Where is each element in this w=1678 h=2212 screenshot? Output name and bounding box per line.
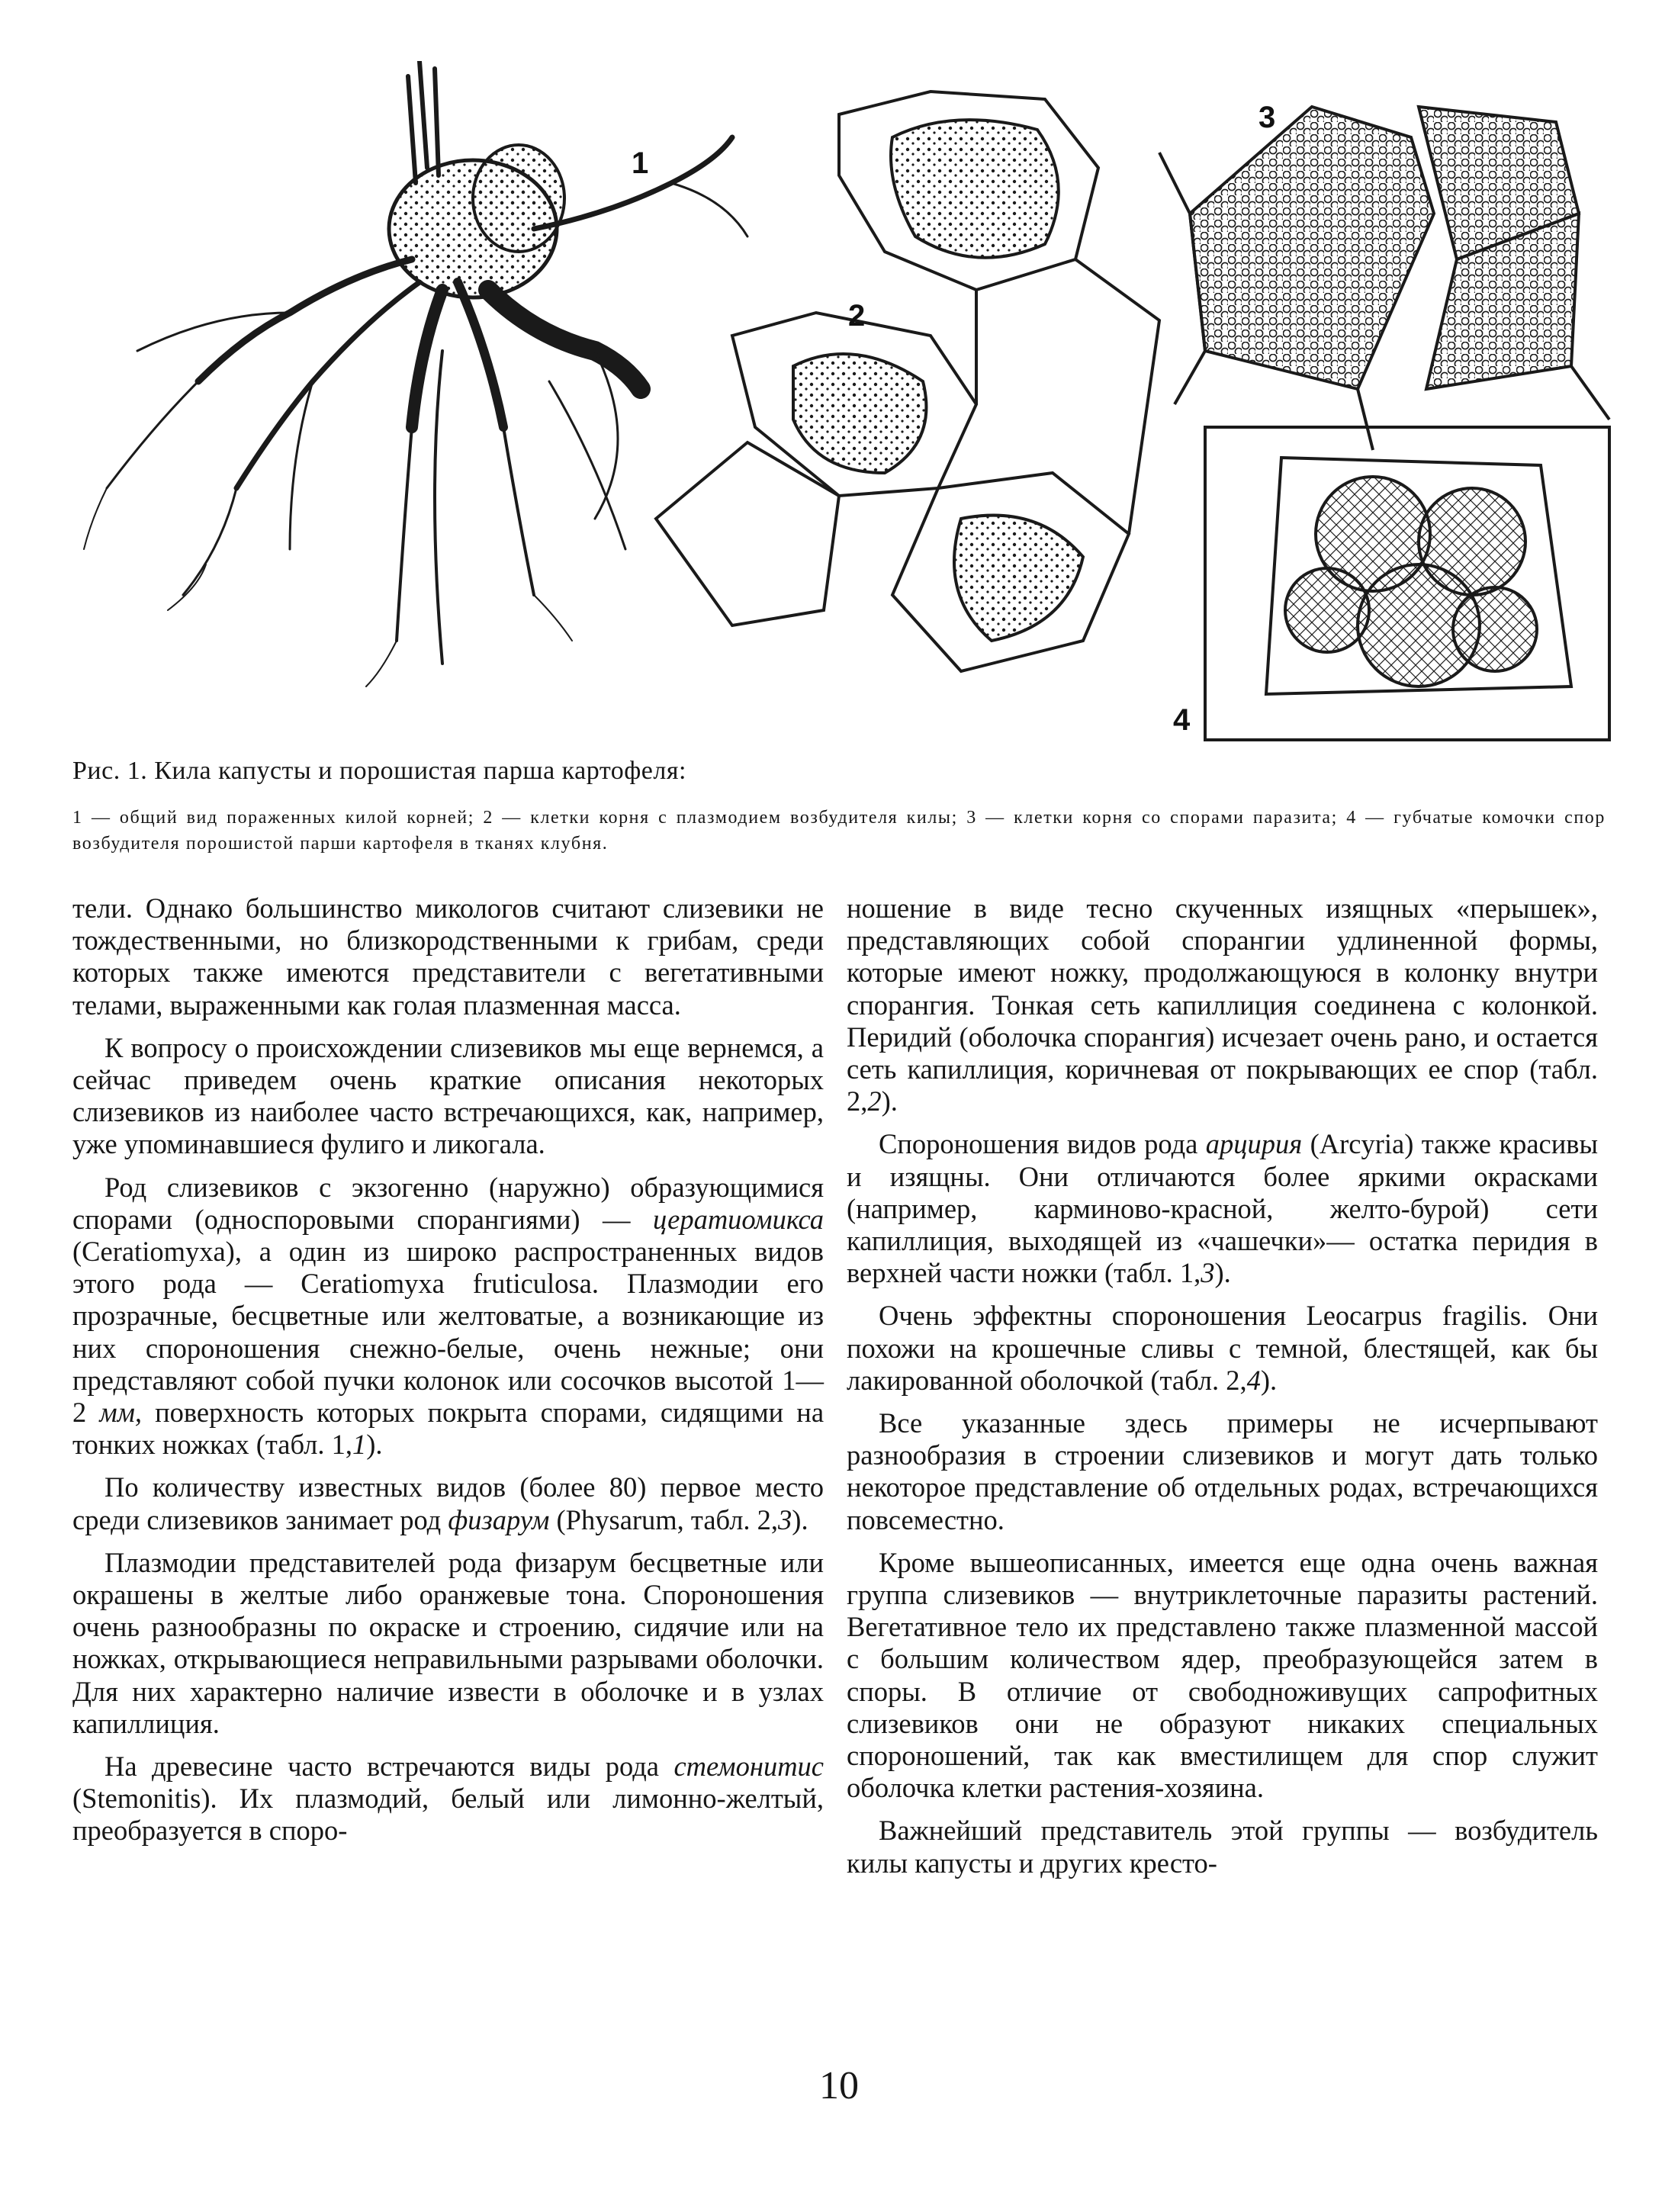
text-run: Род слизевиков с экзогенно (наружно) образующимися спорами (односпоровыми спорангиями) — — [72, 1171, 824, 1235]
table-reference: 2 — [867, 1085, 882, 1117]
genus-term: арцирия — [1205, 1128, 1303, 1160]
genus-term: физарум — [448, 1503, 550, 1535]
right-column — [847, 892, 1598, 1890]
root-cells-spores-drawing — [1159, 107, 1609, 450]
text-run: На древесине часто встречаются виды рода — [104, 1751, 659, 1783]
text-run: Спороношения видов рода — [879, 1128, 1198, 1160]
text-run: (Arcyria) также красивы и изящны. Они отличаются более яркими окрасками (например, карминово-красной, желто-бурой) сети капиллиция, выходящей из «чашечки»— остатка перидия в верхней части ножки (табл. 1, — [847, 1128, 1599, 1289]
text-run: ). — [881, 1085, 898, 1117]
figure-label-2: 2 — [848, 299, 866, 333]
paragraph: Важнейший представитель этой группы — возбудитель килы капусты и других кресто- — [847, 1815, 1598, 1879]
genus-term: стемонитис — [673, 1751, 824, 1783]
paragraph: Кроме вышеописанных, имеется еще одна очень важная группа слизевиков — внутриклеточные паразиты растений. Вегетативное тело их представлено также плазменной массой с большим количеством ядер, преобразующейся затем в споры. В отличие от свободноживущих сапрофитных слизевиков они не образуют никаких специальных спороношений, так как вместилищем для спор служит оболочка клетки растения-хозяина. — [847, 1546, 1598, 1804]
figure-caption-title: Рис. 1. Кила капусты и порошистая парша картофеля: — [72, 757, 686, 785]
paragraph — [847, 892, 1598, 1117]
text-run: ношение в виде тесно скученных изящных «перышек», представляющих собой спорангии удлиненной формы, которые имеют ножку, продолжающуюся в колонку внутри спорангия. Тонкая сеть капиллиция соединена с колонкой. Перидий (оболочка спорангия) исчезает очень рано, и остается сеть капиллиция, коричневая от покрывающих ее спор (табл. 2, — [847, 892, 1598, 1117]
unit-term: мм, — [99, 1397, 143, 1429]
text-run: (Stemonitis). Их плазмодий, белый или лимонно-желтый, преобразуется в споро- — [72, 1783, 824, 1847]
text-run: (Ceratiomyxa), а один из широко распространенных видов этого рода — Ceratiomyxa fruticulosa. Плазмодии его прозрачные, бесцветные или желтоватые, а возникающие из них спороношения снежно-белые, очень нежные; они представляют собой пучки колонок или сосочков высотой 1—2 — [72, 1236, 824, 1429]
left-column — [72, 892, 824, 1858]
figure-illustration — [61, 61, 1617, 748]
root-cells-plasmodium-drawing — [656, 92, 1159, 671]
figure-label-3: 3 — [1258, 101, 1276, 134]
page-number: 10 — [819, 2064, 859, 2108]
text-run: ). — [1214, 1257, 1231, 1289]
text-run: (Physarum, табл. 2, — [556, 1503, 779, 1535]
paragraph — [847, 1128, 1598, 1289]
genus-term: цератиомикса — [652, 1203, 825, 1235]
table-reference: 3 — [1201, 1257, 1215, 1289]
paragraph: тели. Однако большинство микологов считают слизевики не тождественными, но близкородственными к грибам, среди которых также имеются представители с вегетативными телами, выраженными как голая плазменная масса. — [72, 892, 824, 1021]
table-reference: 3 — [778, 1503, 792, 1535]
paragraph: К вопросу о происхождении слизевиков мы еще вернемся, а сейчас приведем очень краткие описания некоторых слизевиков из наиболее часто встречающихся, как, например, уже упоминавшиеся фулиго и ликогала. — [72, 1031, 824, 1160]
paragraph — [72, 1751, 824, 1847]
text-run: поверхность которых покрыта спорами, сидящими на тонких ножках (табл. 1, — [72, 1397, 825, 1461]
figure-label-1: 1 — [632, 146, 649, 180]
text-run: Очень эффектны спороношения Leocarpus fragilis. Они похожи на крошечные сливы с темной, блестящей, как бы лакированной оболочкой (табл. 2, — [847, 1300, 1598, 1396]
paragraph: Плазмодии представителей рода физарум бесцветные или окрашены в желтые либо оранжевые тона. Спороношения очень разнообразны по окраске и строению, сидячие или на ножках, открывающиеся неправильными разрывами оболочки. Для них характерно наличие извести в оболочке и в узлах капиллиция. — [72, 1546, 824, 1739]
table-reference: 4 — [1246, 1364, 1261, 1396]
table-reference: 1 — [352, 1429, 367, 1461]
paragraph: Все указанные здесь примеры не исчерпывают разнообразия в строении слизевиков и могут дать только некоторое представление об отдельных родах, встречающихся повсеместно. — [847, 1407, 1598, 1535]
paragraph — [847, 1300, 1598, 1397]
text-run: ). — [1260, 1364, 1278, 1396]
figure-caption-body: 1 — общий вид пораженных килой корней; 2 — клетки корня с плазмодием возбудителя килы; 3 — клетки корня со спорами паразита; 4 — губчатые комочки спор возбудителя порошистой парши картофеля в тканях клубня. — [72, 808, 1606, 854]
paragraph — [72, 1172, 824, 1461]
text-run: ). — [792, 1503, 808, 1535]
figure-label-4: 4 — [1173, 703, 1191, 737]
text-run: По количеству известных видов (более 80) первое место среди слизевиков занимает род — [72, 1471, 824, 1535]
spore-balls-tuber-drawing — [1205, 427, 1609, 740]
text-run: ). — [366, 1429, 383, 1461]
figure-1 — [61, 61, 1617, 748]
paragraph — [72, 1471, 824, 1535]
